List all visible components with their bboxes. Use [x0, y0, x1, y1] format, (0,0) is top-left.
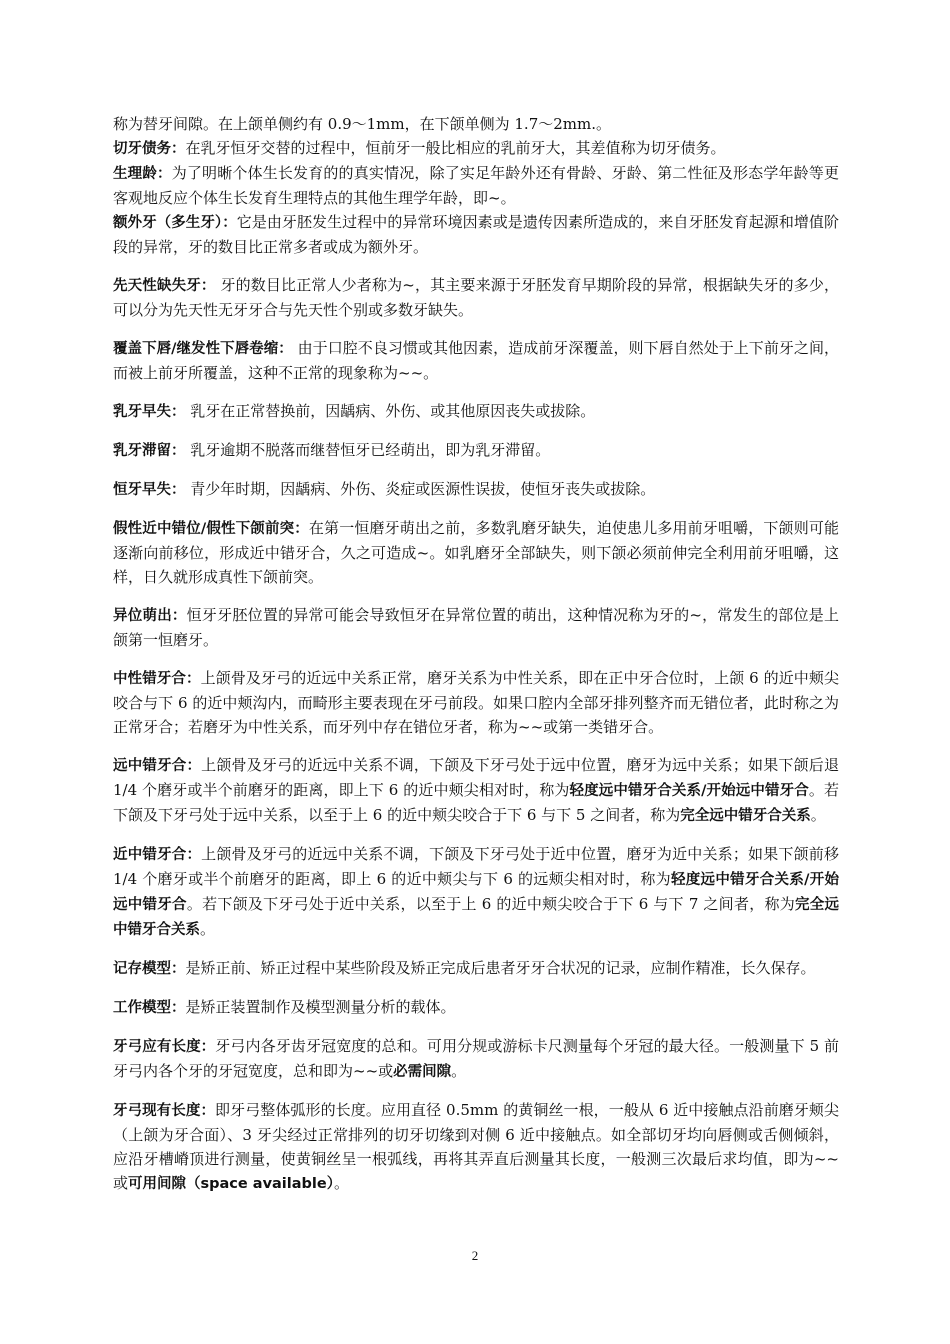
term-label: 工作模型：: [113, 1000, 186, 1016]
paragraph-body: 恒牙牙胚位置的异常可能会导致恒牙在异常位置的萌出，这种情况称为牙的~，常发生的部位是上颌第一恒磨牙。: [113, 606, 840, 649]
paragraph-body: 为了明晰个体生长发育的的真实情况，除了实足年龄外还有骨龄、牙龄、第二性征及形态学年龄等更客观地反应个体生长发育生理特点的其他生理学年龄，即~。: [113, 164, 839, 207]
paragraph-body: 青少年时期，因龋病、外伤、炎症或医源性误拔，使恒牙丧失或拔除。: [185, 480, 656, 498]
paragraph-body: 它是由牙胚发生过程中的异常环境因素或是遗传因素所造成的，来自牙胚发育起源和增值阶段的异常，牙的数目比正常多者或成为额外牙。: [113, 213, 839, 256]
paragraph-premature-permanent-loss: [113, 477, 839, 502]
paragraph-body: 。: [810, 806, 826, 824]
paragraph-body: 在乳牙恒牙交替的过程中，恒前牙一般比相应的乳前牙大，其差值称为切牙债务。: [185, 139, 726, 157]
paragraph-distal-malocclusion: [113, 753, 839, 828]
paragraph-congenital-missing-teeth: [113, 273, 839, 322]
paragraph-body: 是矫正装置制作及模型测量分析的载体。: [185, 998, 456, 1016]
paragraph-retained-primary-teeth: [113, 438, 839, 463]
bold-phrase: 完全远中错牙合关系: [113, 897, 840, 938]
paragraph-body: 乳牙逾期不脱落而继替恒牙已经萌出，即为乳牙滞留。: [185, 441, 551, 459]
paragraph-body: 即牙弓整体弧形的长度。应用直径 0.5mm 的黄铜丝一根，一般从 6 近中接触点沿前磨牙颊尖（上颌为牙合面）、3 牙尖经过正常排列的切牙切缘到对侧 6 近中接触点。如全部切牙均向唇侧或舌侧倾斜，应沿牙槽嵴顶进行测量，使黄铜丝呈一根弧线，再将其弄直后测量其长度，一般测三次最后求均值，即为~~或: [113, 1101, 840, 1192]
term-label: 乳牙早失：: [113, 404, 186, 420]
paragraph-required-arch-length: [113, 1034, 839, 1084]
term-label: 近中错牙合：: [113, 847, 202, 863]
paragraph-body: 上颌骨及牙弓的近远中关系正常，磨牙关系为中性关系，即在正中牙合位时，上颌 6 的近中颊尖咬合与下 6 的近中颊沟内，而畸形主要表现在牙弓前段。如果口腔内全部牙排列整齐而无错位者，此时称之为正常牙合；若磨牙为中性关系，而牙列中存在错位牙者，称为~~或第一类错牙合。: [113, 669, 840, 736]
term-label: 切牙债务：: [113, 141, 186, 157]
term-label: 记存模型：: [113, 961, 186, 977]
bold-phrase: 轻度远中错牙合关系/开始远中错牙合: [569, 783, 809, 799]
paragraph-body: 牙的数目比正常人少者称为~，其主要来源于牙胚发育早期阶段的异常，根据缺失牙的多少，可以分为先天性无牙牙合与先天性个别或多数牙缺失。: [113, 276, 840, 319]
paragraph-lower-lip-curl: [113, 336, 839, 385]
bold-phrase: 轻度远中错牙合关系/开始远中错牙合: [113, 872, 840, 913]
paragraph-supernumerary-teeth: [113, 210, 839, 259]
paragraph-body: 。: [451, 1062, 467, 1080]
term-label: 生理龄：: [113, 166, 172, 182]
paragraph-body: 在第一恒磨牙萌出之前，多数乳磨牙缺失，迫使患儿多用前牙咀嚼，下颌则可能逐渐向前移位，形成近中错牙合，久之可造成~。如乳磨牙全部缺失，则下颌必须前伸完全利用前牙咀嚼，这样，日久就形成真性下颌前突。: [113, 519, 840, 586]
term-label: 先天性缺失牙：: [113, 278, 216, 294]
term-label: 牙弓现有长度：: [113, 1103, 216, 1119]
paragraph-body: 。若下颌及下牙弓处于远中关系，以至于上 6 的近中颊尖咬合于下 6 与下 5 之间者，称为: [113, 781, 839, 824]
paragraph-premature-primary-loss: [113, 399, 839, 424]
paragraph-body: 。若下颌及下牙弓处于近中关系，以至于上 6 的近中颊尖咬合于下 6 与下 7 之间者，称为: [186, 895, 795, 913]
term-label: 恒牙早失：: [113, 482, 186, 498]
term-label: 假性近中错位/假性下颌前突：: [113, 521, 309, 537]
term-label: 额外牙（多生牙）：: [113, 215, 237, 231]
page-number: 2: [471, 1248, 479, 1263]
paragraph-replacement-space: [113, 112, 839, 136]
paragraph-body: 上颌骨及牙弓的近远中关系不调，下颌及下牙弓处于远中位置，磨牙为远中关系；如果下颌后退 1/4 个磨牙或半个前磨牙的距离，即上下 6 的近中颊尖相对时，称为: [113, 756, 839, 799]
paragraph-record-model: [113, 956, 839, 981]
paragraph-body: 称为替牙间隙。在上颌单侧约有 0.9～1mm，在下颌单侧为 1.7～2mm.。: [113, 115, 611, 133]
term-label: 牙弓应有长度：: [113, 1039, 216, 1055]
paragraph-mesial-malocclusion: [113, 842, 839, 942]
paragraph-body: 乳牙在正常替换前，因龋病、外伤、或其他原因丧失或拔除。: [185, 402, 596, 420]
paragraph-body: 。: [333, 1174, 349, 1192]
term-label: 远中错牙合：: [113, 758, 202, 774]
document-body: [113, 112, 839, 1196]
paragraph-pseudo-mesial-occlusion: [113, 516, 839, 589]
paragraph-incisor-liability: [113, 136, 839, 161]
paragraph-physiological-age: [113, 161, 839, 210]
term-label: 乳牙滞留：: [113, 443, 186, 459]
paragraph-available-arch-length: [113, 1098, 839, 1196]
bold-phrase: 完全远中错牙合关系: [680, 808, 811, 824]
paragraph-body: 。: [200, 920, 216, 938]
bold-phrase: 可用间隙（space available）: [128, 1176, 334, 1192]
term-label: 覆盖下唇/继发性下唇卷缩：: [113, 341, 293, 357]
term-label: 异位萌出：: [113, 608, 187, 624]
paragraph-ectopic-eruption: [113, 603, 839, 652]
paragraph-neutral-malocclusion: [113, 666, 839, 739]
bold-phrase: 必需间隙: [393, 1064, 452, 1080]
paragraph-body: 由于口腔不良习惯或其他因素，造成前牙深覆盖，则下唇自然处于上下前牙之间，而被上前牙所覆盖，这种不正常的现象称为~~。: [113, 339, 839, 382]
paragraph-body: 上颌骨及牙弓的近远中关系不调，下颌及下牙弓处于近中位置，磨牙为近中关系；如果下颌前移 1/4 个磨牙或半个前磨牙的距离，即上 6 的近中颊尖与下 6 的远颊尖相对时，称为: [113, 845, 839, 888]
paragraph-working-model: [113, 995, 839, 1020]
term-label: 中性错牙合：: [113, 671, 201, 687]
paragraph-body: 是矫正前、矫正过程中某些阶段及矫正完成后患者牙牙合状况的记录，应制作精准，长久保存。: [185, 959, 816, 977]
paragraph-body: 牙弓内各牙齿牙冠宽度的总和。可用分规或游标卡尺测量每个牙冠的最大径。一般测量下 5 前牙弓内各个牙的牙冠宽度，总和即为~~或: [113, 1037, 839, 1080]
